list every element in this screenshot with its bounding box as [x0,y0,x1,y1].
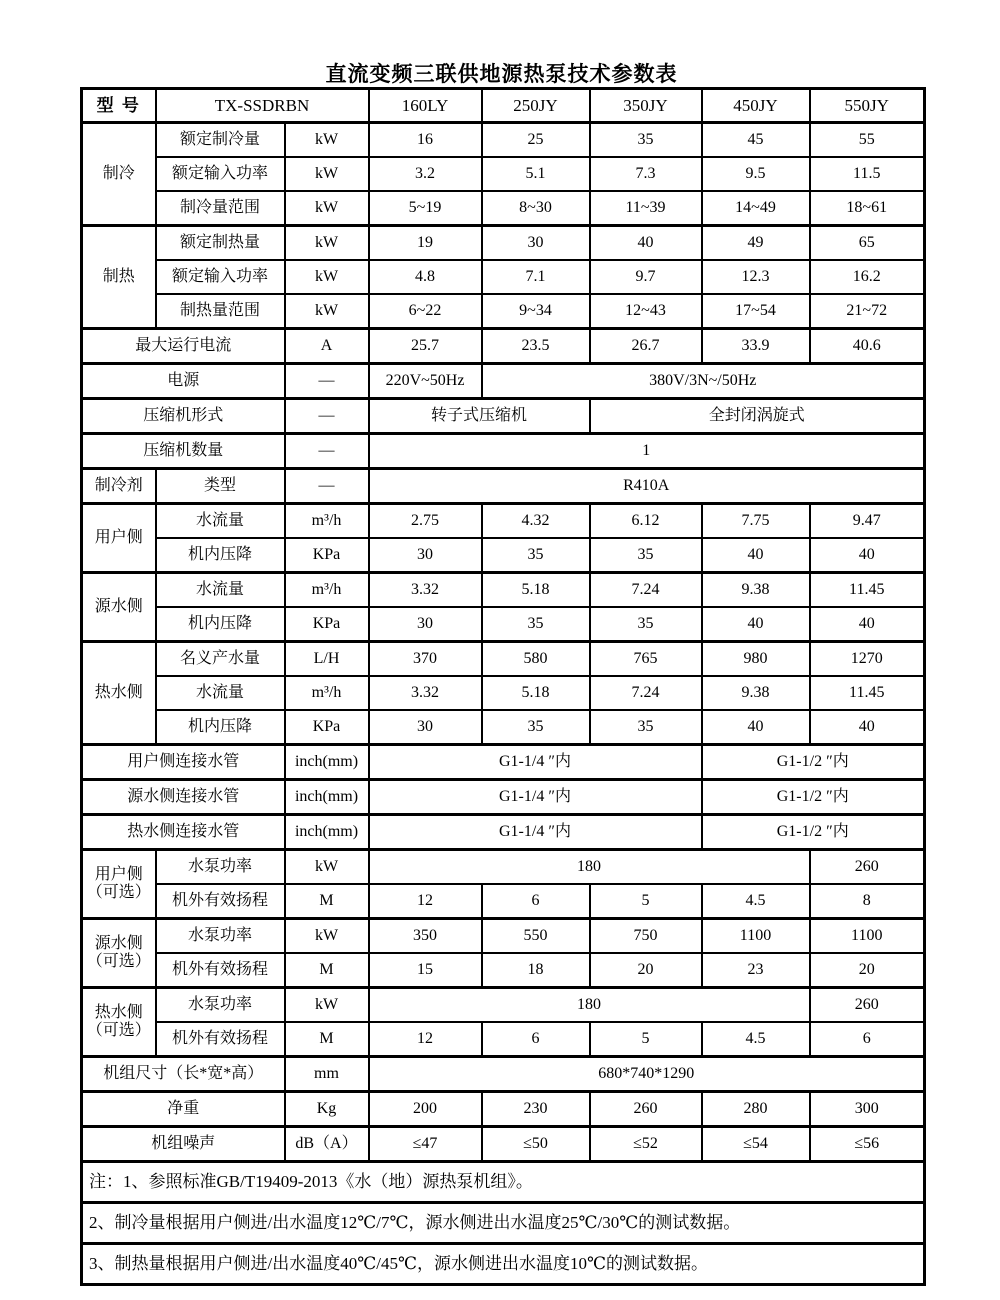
param-label: 额定输入功率 [156,260,285,294]
value-cell: 260 [810,988,925,1023]
param-label: 制冷量范围 [156,191,285,226]
param-label: 类型 [156,469,285,504]
note-row [82,1203,925,1244]
value-cell: 300 [810,1092,925,1127]
group-label-source-pump [82,919,156,988]
param-label: 热水侧连接水管 [82,815,285,850]
param-label: 制热量范围 [156,294,285,329]
param-label: 水泵功率 [156,850,285,885]
page-title: 直流变频三联供地源热泵技术参数表 [325,62,678,86]
value-cell: 9.5 [702,157,810,191]
value-cell: ≤52 [590,1127,702,1162]
value-cell: 1100 [702,919,810,954]
value-cell: 7.1 [482,260,590,294]
value-cell: 9.47 [810,504,925,539]
value-cell: 9.7 [590,260,702,294]
param-label: 压缩机数量 [82,434,285,469]
value-cell: 11.45 [810,573,925,608]
value-cell: 40.6 [810,329,925,364]
note-text: 注：1、参照标准GB/T19409-2013《水（地）源热泵机组》。 [82,1162,925,1203]
spec-table [80,87,926,1286]
value-cell: 6 [482,1022,590,1057]
value-cell: 20 [590,953,702,988]
param-label: 机组尺寸（长*宽*高） [82,1057,285,1092]
value-cell: 4.32 [482,504,590,539]
param-label: 机内压降 [156,607,285,642]
unit-cell: m³/h [285,573,369,608]
value-cell: 12~43 [590,294,702,329]
param-label: 名义产水量 [156,642,285,677]
value-cell: 40 [590,226,702,261]
value-cell: ≤56 [810,1127,925,1162]
value-cell: 220V~50Hz [369,364,482,399]
row-hot-water-flow [82,676,925,710]
group-label-refrigerant: 制冷剂 [82,469,156,504]
value-cell: 750 [590,919,702,954]
param-label: 最大运行电流 [82,329,285,364]
model-header-cell: 型 号 [82,89,156,123]
value-cell: 260 [810,850,925,885]
unit-cell: Kg [285,1092,369,1127]
unit-cell: kW [285,157,369,191]
merged-value-cell: G1-1/2 ″内 [702,745,925,780]
value-cell: 30 [369,710,482,745]
unit-cell: — [285,364,369,399]
param-label: 额定输入功率 [156,157,285,191]
value-cell: 17~54 [702,294,810,329]
value-cell: 18 [482,953,590,988]
value-cell: 45 [702,123,810,158]
value-cell: 765 [590,642,702,677]
param-label: 机内压降 [156,710,285,745]
value-cell: 280 [702,1092,810,1127]
value-cell: 5.18 [482,573,590,608]
param-label: 机外有效扬程 [156,953,285,988]
value-cell: 980 [702,642,810,677]
value-cell: 5 [590,1022,702,1057]
param-label: 机内压降 [156,538,285,573]
unit-cell: kW [285,850,369,885]
value-cell: 3.32 [369,676,482,710]
unit-cell: kW [285,294,369,329]
unit-cell: KPa [285,538,369,573]
row-cooling-capacity-range [82,191,925,226]
group-label-heating: 制热 [82,226,156,329]
param-label: 水流量 [156,504,285,539]
unit-cell: m³/h [285,504,369,539]
merged-value-cell: G1-1/4 ″内 [369,780,702,815]
unit-cell: mm [285,1057,369,1092]
value-cell: 20 [810,953,925,988]
unit-cell: kW [285,919,369,954]
param-label: 额定制热量 [156,226,285,261]
param-label: 水流量 [156,676,285,710]
param-label: 水流量 [156,573,285,608]
param-label: 净重 [82,1092,285,1127]
model-name-cell: 350JY [590,89,702,123]
header-row [82,89,925,123]
value-cell: 4.5 [702,1022,810,1057]
value-cell: 35 [590,607,702,642]
value-cell: 7.3 [590,157,702,191]
row-source-pump-power [82,919,925,954]
unit-cell: L/H [285,642,369,677]
merged-value-cell: 全封闭涡旋式 [590,399,925,434]
unit-cell: m³/h [285,676,369,710]
value-cell: 5~19 [369,191,482,226]
row-rated-heating-input-power [82,260,925,294]
group-label-user-side: 用户侧 [82,504,156,573]
value-cell: 350 [369,919,482,954]
value-cell: 2.75 [369,504,482,539]
value-cell: ≤50 [482,1127,590,1162]
param-label: 源水侧连接水管 [82,780,285,815]
merged-value-cell: G1-1/2 ″内 [702,780,925,815]
series-name-cell: TX-SSDRBN [156,89,369,123]
unit-cell: — [285,434,369,469]
value-cell: 26.7 [590,329,702,364]
unit-cell: kW [285,123,369,158]
group-label-hot-pump [82,988,156,1057]
value-cell: 1270 [810,642,925,677]
value-cell: 8 [810,884,925,919]
unit-cell: inch(mm) [285,745,369,780]
row-max-running-current [82,329,925,364]
row-source-pump-head [82,953,925,988]
value-cell: 35 [590,538,702,573]
value-cell: 5.18 [482,676,590,710]
value-cell: 15 [369,953,482,988]
group-label-line: 用户侧 [94,865,143,883]
group-label-source-side: 源水侧 [82,573,156,642]
row-hot-water-nominal-output [82,642,925,677]
unit-cell: kW [285,988,369,1023]
unit-cell: M [285,1022,369,1057]
value-cell: 6~22 [369,294,482,329]
row-compressor-quantity [82,434,925,469]
value-cell: 6 [482,884,590,919]
value-cell: 40 [810,607,925,642]
value-cell: 7.24 [590,573,702,608]
model-name-cell: 550JY [810,89,925,123]
note-row [82,1244,925,1285]
value-cell: 230 [482,1092,590,1127]
unit-cell: KPa [285,607,369,642]
value-cell: 49 [702,226,810,261]
value-cell: 12.3 [702,260,810,294]
value-cell: 4.5 [702,884,810,919]
value-cell: 11.45 [810,676,925,710]
value-cell: 1100 [810,919,925,954]
value-cell: ≤54 [702,1127,810,1162]
row-net-weight [82,1092,925,1127]
value-cell: 9.38 [702,676,810,710]
value-cell: 23.5 [482,329,590,364]
param-label: 电源 [82,364,285,399]
value-cell: 30 [369,538,482,573]
value-cell: 55 [810,123,925,158]
value-cell: 4.8 [369,260,482,294]
value-cell: 6 [810,1022,925,1057]
value-cell: 7.24 [590,676,702,710]
unit-cell: kW [285,191,369,226]
row-hot-pump-power [82,988,925,1023]
row-power-supply [82,364,925,399]
merged-value-cell: G1-1/4 ″内 [369,745,702,780]
value-cell: 8~30 [482,191,590,226]
row-hot-water-pipe [82,815,925,850]
group-label-line: （可选） [86,953,151,970]
merged-value-cell: G1-1/4 ″内 [369,815,702,850]
row-user-pump-head [82,884,925,919]
value-cell: 65 [810,226,925,261]
row-heating-capacity-range [82,294,925,329]
value-cell: 5 [590,884,702,919]
value-cell: 21~72 [810,294,925,329]
group-label-line: （可选） [86,1022,151,1039]
value-cell: ≤47 [369,1127,482,1162]
merged-value-cell: R410A [369,469,925,504]
value-cell: 370 [369,642,482,677]
unit-cell: M [285,884,369,919]
param-label: 压缩机形式 [82,399,285,434]
unit-cell: — [285,469,369,504]
row-source-side-flow [82,573,925,608]
value-cell: 11~39 [590,191,702,226]
row-hot-water-pressure-drop [82,710,925,745]
value-cell: 40 [810,710,925,745]
value-cell: 6.12 [590,504,702,539]
unit-cell: kW [285,260,369,294]
merged-value-cell: 转子式压缩机 [369,399,590,434]
value-cell: 16.2 [810,260,925,294]
row-refrigerant [82,469,925,504]
value-cell: 33.9 [702,329,810,364]
value-cell: 12 [369,884,482,919]
unit-cell: M [285,953,369,988]
row-rated-cooling-input-power [82,157,925,191]
unit-cell: KPa [285,710,369,745]
row-user-side-pipe [82,745,925,780]
value-cell: 550 [482,919,590,954]
unit-cell: inch(mm) [285,815,369,850]
group-label-line: 热水侧 [94,1003,143,1021]
model-name-cell: 250JY [482,89,590,123]
row-compressor-type [82,399,925,434]
value-cell: 16 [369,123,482,158]
unit-cell: inch(mm) [285,780,369,815]
param-label: 机外有效扬程 [156,1022,285,1057]
unit-cell: A [285,329,369,364]
value-cell: 5.1 [482,157,590,191]
row-rated-cooling-capacity [82,123,925,158]
note-row [82,1162,925,1203]
group-label-user-pump [82,850,156,919]
value-cell: 3.2 [369,157,482,191]
value-cell: 14~49 [702,191,810,226]
param-label: 用户侧连接水管 [82,745,285,780]
merged-value-cell: 180 [369,850,810,885]
value-cell: 200 [369,1092,482,1127]
merged-value-cell: G1-1/2 ″内 [702,815,925,850]
row-source-side-pressure-drop [82,607,925,642]
group-label-cooling: 制冷 [82,123,156,226]
param-label: 水泵功率 [156,919,285,954]
row-user-side-pressure-drop [82,538,925,573]
value-cell: 40 [702,710,810,745]
value-cell: 35 [590,123,702,158]
value-cell: 11.5 [810,157,925,191]
note-text: 3、制热量根据用户侧进/出水温度40℃/45℃，源水侧进出水温度10℃的测试数据。 [82,1244,925,1285]
model-name-cell: 160LY [369,89,482,123]
row-user-side-flow [82,504,925,539]
merged-value-cell: 180 [369,988,810,1023]
group-label-hot-water-side: 热水侧 [82,642,156,745]
value-cell: 9.38 [702,573,810,608]
value-cell: 25.7 [369,329,482,364]
value-cell: 40 [702,607,810,642]
merged-value-cell: 380V/3N~/50Hz [482,364,925,399]
value-cell: 35 [482,607,590,642]
row-user-pump-power [82,850,925,885]
value-cell: 9~34 [482,294,590,329]
value-cell: 35 [482,538,590,573]
row-rated-heating-capacity [82,226,925,261]
param-label: 机组噪声 [82,1127,285,1162]
merged-value-cell: 680*740*1290 [369,1057,925,1092]
value-cell: 19 [369,226,482,261]
model-name-cell: 450JY [702,89,810,123]
value-cell: 40 [810,538,925,573]
value-cell: 30 [369,607,482,642]
value-cell: 3.32 [369,573,482,608]
value-cell: 18~61 [810,191,925,226]
row-unit-noise [82,1127,925,1162]
param-label: 机外有效扬程 [156,884,285,919]
row-source-side-pipe [82,780,925,815]
value-cell: 35 [590,710,702,745]
unit-cell: kW [285,226,369,261]
value-cell: 23 [702,953,810,988]
note-text: 2、制冷量根据用户侧进/出水温度12℃/7℃，源水侧进出水温度25℃/30℃的测试数据。 [82,1203,925,1244]
group-label-line: （可选） [86,884,151,901]
value-cell: 580 [482,642,590,677]
value-cell: 12 [369,1022,482,1057]
param-label: 水泵功率 [156,988,285,1023]
group-label-line: 源水侧 [94,934,143,952]
value-cell: 35 [482,710,590,745]
value-cell: 40 [702,538,810,573]
value-cell: 30 [482,226,590,261]
merged-value-cell: 1 [369,434,925,469]
row-hot-pump-head [82,1022,925,1057]
value-cell: 7.75 [702,504,810,539]
value-cell: 25 [482,123,590,158]
unit-cell: dB（A） [285,1127,369,1162]
value-cell: 260 [590,1092,702,1127]
unit-cell: — [285,399,369,434]
row-unit-dimensions [82,1057,925,1092]
param-label: 额定制冷量 [156,123,285,158]
